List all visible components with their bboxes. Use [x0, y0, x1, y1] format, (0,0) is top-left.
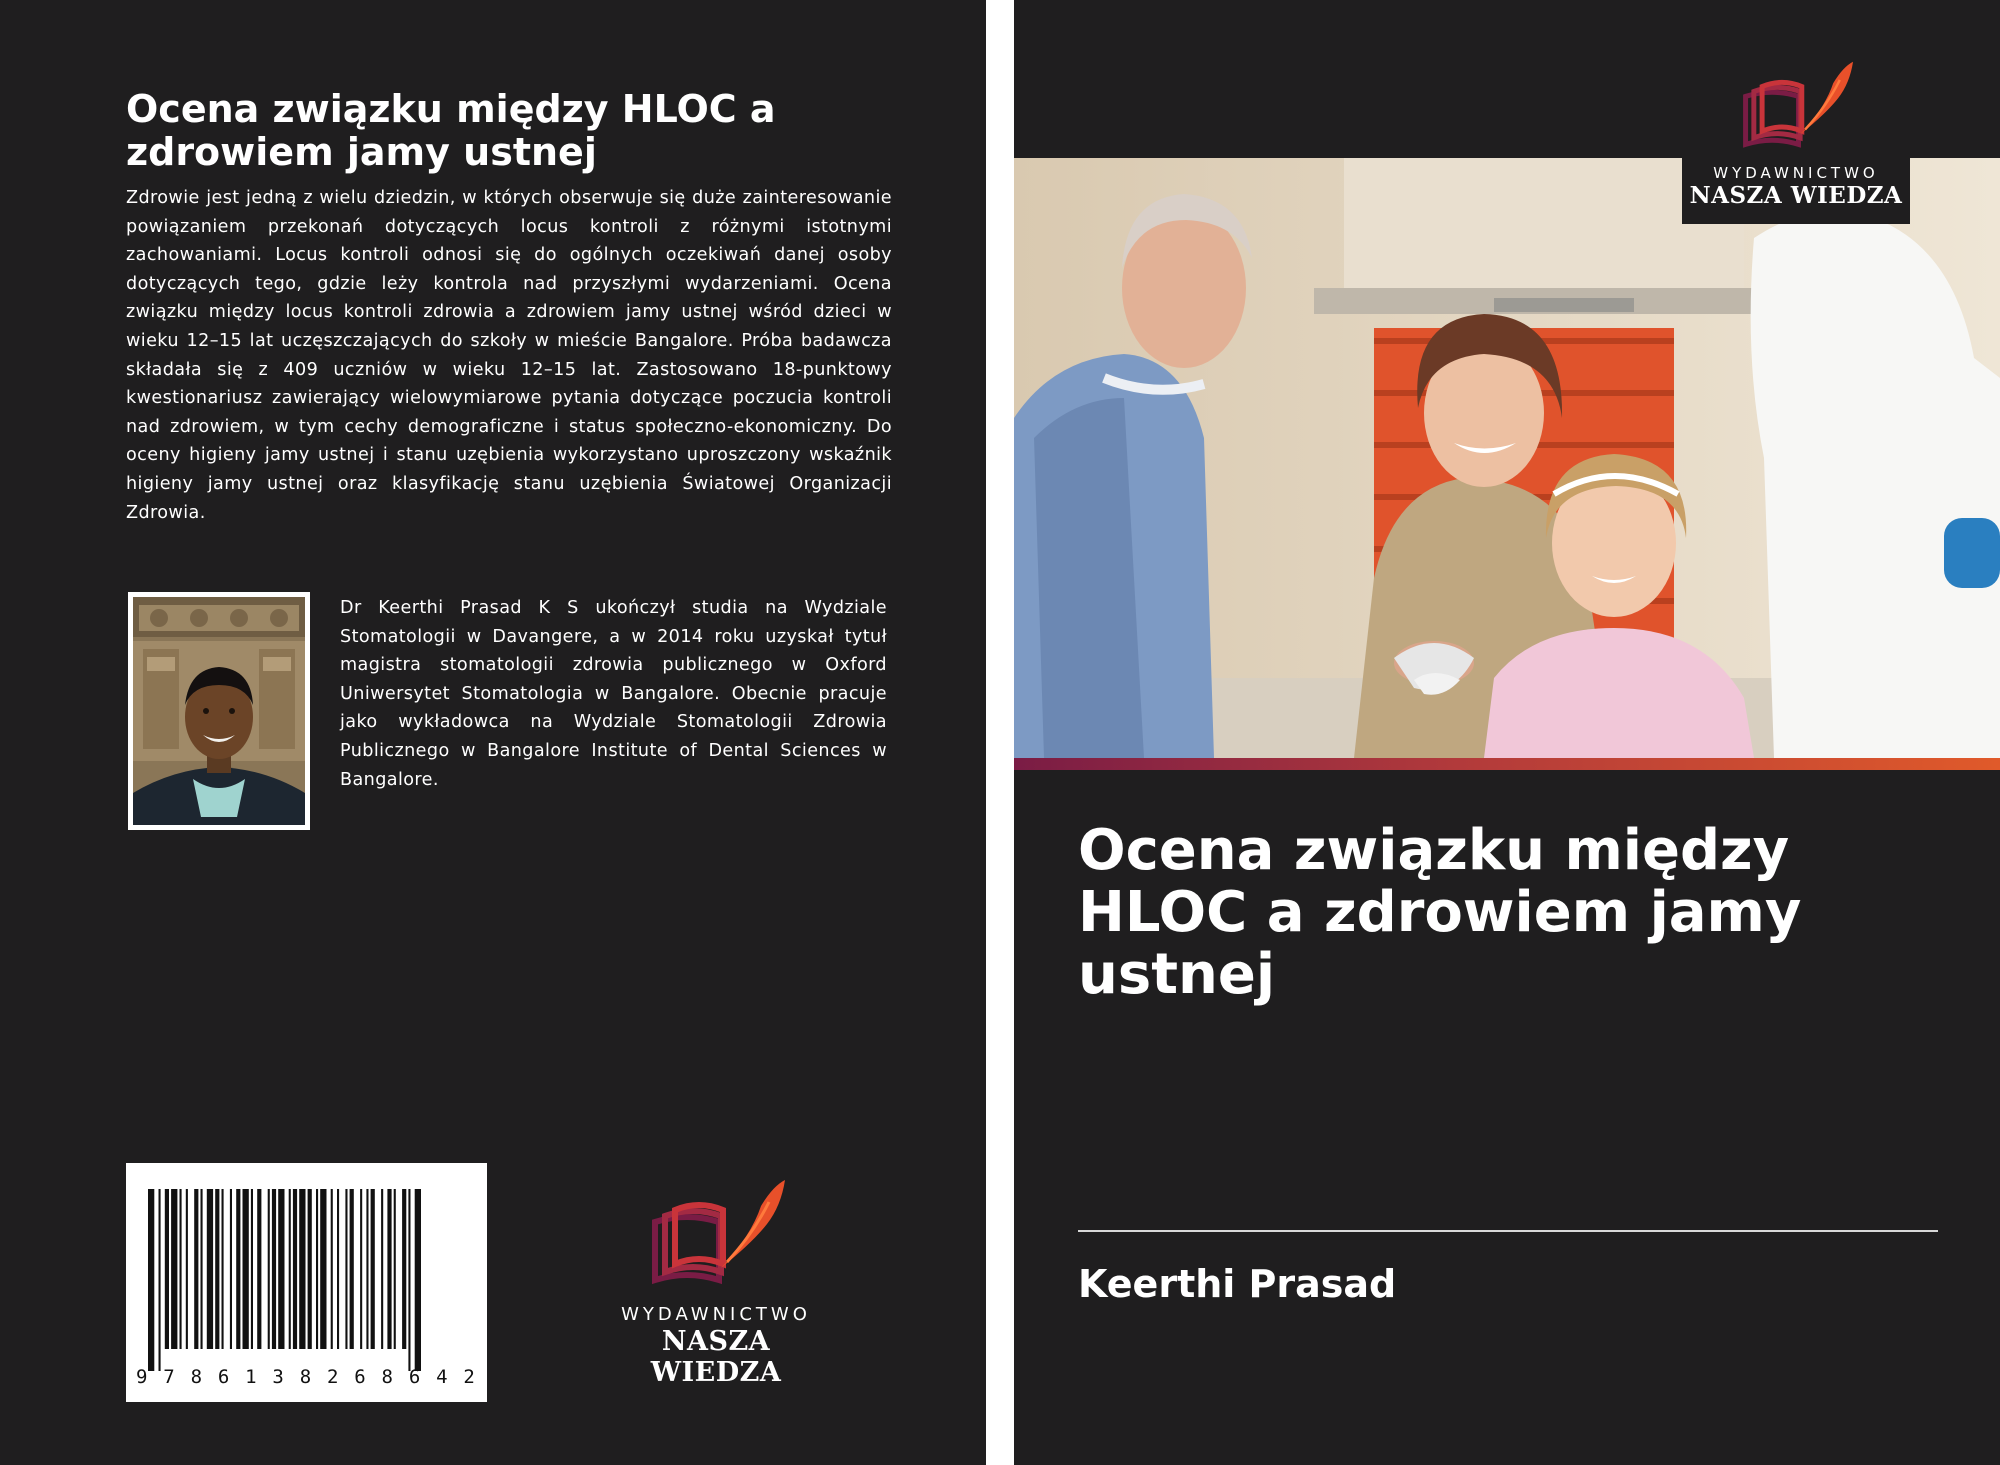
publisher-logo-back: [596, 1176, 836, 1388]
barcode-bar: [293, 1189, 297, 1349]
isbn-digit: 2: [326, 1366, 339, 1388]
publisher-logo-front: [1682, 50, 1910, 224]
front-title-line: HLOC a zdrowiem jamy: [1078, 880, 1802, 945]
isbn-digit: 6: [217, 1366, 230, 1388]
isbn-digit: 6: [354, 1366, 366, 1388]
barcode-bar: [350, 1189, 354, 1349]
barcode-bar: [366, 1189, 368, 1349]
barcode-bar: [243, 1189, 249, 1349]
publisher-name: NASZA WIEDZA: [650, 1326, 782, 1388]
barcode-bar: [394, 1189, 396, 1349]
barcode-bar: [316, 1189, 318, 1349]
barcode-bar: [371, 1189, 375, 1349]
barcode-bar: [148, 1189, 154, 1371]
isbn-digit: 7: [163, 1366, 175, 1388]
publisher-caption: WYDAWNICTWO: [1713, 164, 1879, 182]
author-photo: [128, 592, 310, 830]
title-divider: [1078, 1230, 1938, 1232]
barcode-bar: [215, 1189, 219, 1349]
book-description: Zdrowie jest jedną z wielu dziedzin, w których obserwuje się duże zainteresowanie powiązaniem przekonań dotyczących locus kontroli z różnymi istotnymi zachowaniami. Locus kontroli odnosi się do ogólnych oczekiwań danej osoby dotyczących tego, gdzie leży kontrola nad przyszłymi wydarzeniami. Ocena związku między locus kontroli zdrowia a zdrowiem jamy ustnej wśród dzieci w wieku 12–15 lat uczęszczających do szkoły w mieście Bangalore. Próba badawcza składała się z 409 uczniów w wieku 12–15 lat. Zastosowano 18-punktowy kwestionariusz zawierający wielowymiarowe pytania dotyczące poczucia kontroli nad zdrowiem, w tym cechy demograficzne i status społeczno-ekonomiczny. Do oceny higieny jamy ustnej i stanu uzębienia wykorzystano uproszczony wskaźnik higieny jamy ustnej oraz klasyfikację stanu uzębienia Światowej Organizacji Zdrowia.: [126, 188, 892, 523]
back-cover-title: [126, 88, 896, 174]
barcode-bar: [180, 1189, 182, 1349]
barcode-bar: [387, 1189, 391, 1349]
barcode-bar: [402, 1189, 406, 1349]
barcode-bar: [165, 1189, 169, 1349]
barcode-bar: [251, 1189, 253, 1349]
barcode-bar: [236, 1189, 240, 1349]
isbn-digit: 4: [436, 1366, 448, 1388]
front-cover-author: Keerthi Prasad: [1078, 1262, 1397, 1306]
isbn-digit: 2: [463, 1366, 475, 1388]
publisher-caption: WYDAWNICTWO: [621, 1304, 811, 1325]
book-quill-icon: [1734, 56, 1858, 160]
isbn-digit: 8: [299, 1366, 312, 1388]
barcode-bar: [272, 1189, 276, 1349]
author-portrait-image: [133, 597, 305, 825]
barcode-bar: [257, 1189, 261, 1349]
front-title-line: Ocena związku między: [1078, 818, 1790, 883]
barcode-bar: [230, 1189, 232, 1349]
barcode-bar: [268, 1189, 270, 1349]
front-title-line: ustnej: [1078, 942, 1276, 1007]
barcode-bar: [159, 1189, 161, 1371]
publisher-name: NASZA WIEDZA: [1689, 182, 1903, 209]
barcode-bar: [289, 1189, 291, 1349]
barcode-bar: [360, 1189, 362, 1349]
barcode-bar: [381, 1189, 383, 1349]
barcode-bar: [320, 1189, 326, 1349]
back-cover: [0, 0, 986, 1465]
isbn-digit: 9: [136, 1366, 148, 1388]
isbn-number: [136, 1366, 475, 1388]
isbn-digit: 8: [190, 1366, 203, 1388]
barcode-bar: [186, 1189, 188, 1349]
cover-photo-dentist: [1014, 158, 2000, 758]
author-bio: Dr Keerthi Prasad K S ukończył studia na Wydziale Stomatologii w Davangere, a w 2014 roku uzyskał tytuł magistra stomatologii zdrowia publicznego w Oxford Uniwersytet Stomatologia w Bangalore. Obecnie pracuje jako wykładowca na Wydziale Stomatologii Zdrowia Publicznego w Bangalore Institute of Dental Sciences w Bangalore.: [340, 598, 887, 790]
isbn-digit: 6: [408, 1366, 421, 1388]
barcode-bar: [345, 1189, 347, 1349]
isbn-digit: 3: [272, 1366, 284, 1388]
barcode-bar: [278, 1189, 284, 1349]
barcode-bar: [308, 1189, 312, 1349]
barcode-bar: [331, 1189, 333, 1349]
book-quill-icon: [641, 1176, 791, 1296]
barcode-bar: [171, 1189, 177, 1349]
barcode-bar: [201, 1189, 203, 1349]
front-cover: [1014, 0, 2000, 1465]
barcode-bar: [299, 1189, 305, 1349]
isbn-barcode: [126, 1163, 487, 1402]
back-title-line: Ocena związku między HLOC a: [126, 87, 776, 131]
barcode-bar: [408, 1189, 410, 1371]
barcode-bar: [415, 1189, 421, 1371]
front-cover-title: [1078, 820, 1938, 1006]
barcode-bar: [222, 1189, 224, 1349]
accent-stripe: [1014, 758, 2000, 770]
isbn-digit: 1: [245, 1366, 257, 1388]
barcode-bar: [207, 1189, 213, 1349]
back-title-line: zdrowiem jamy ustnej: [126, 130, 597, 174]
isbn-digit: 8: [381, 1366, 393, 1388]
barcode-bar: [337, 1189, 339, 1349]
barcode-bar: [194, 1189, 198, 1349]
